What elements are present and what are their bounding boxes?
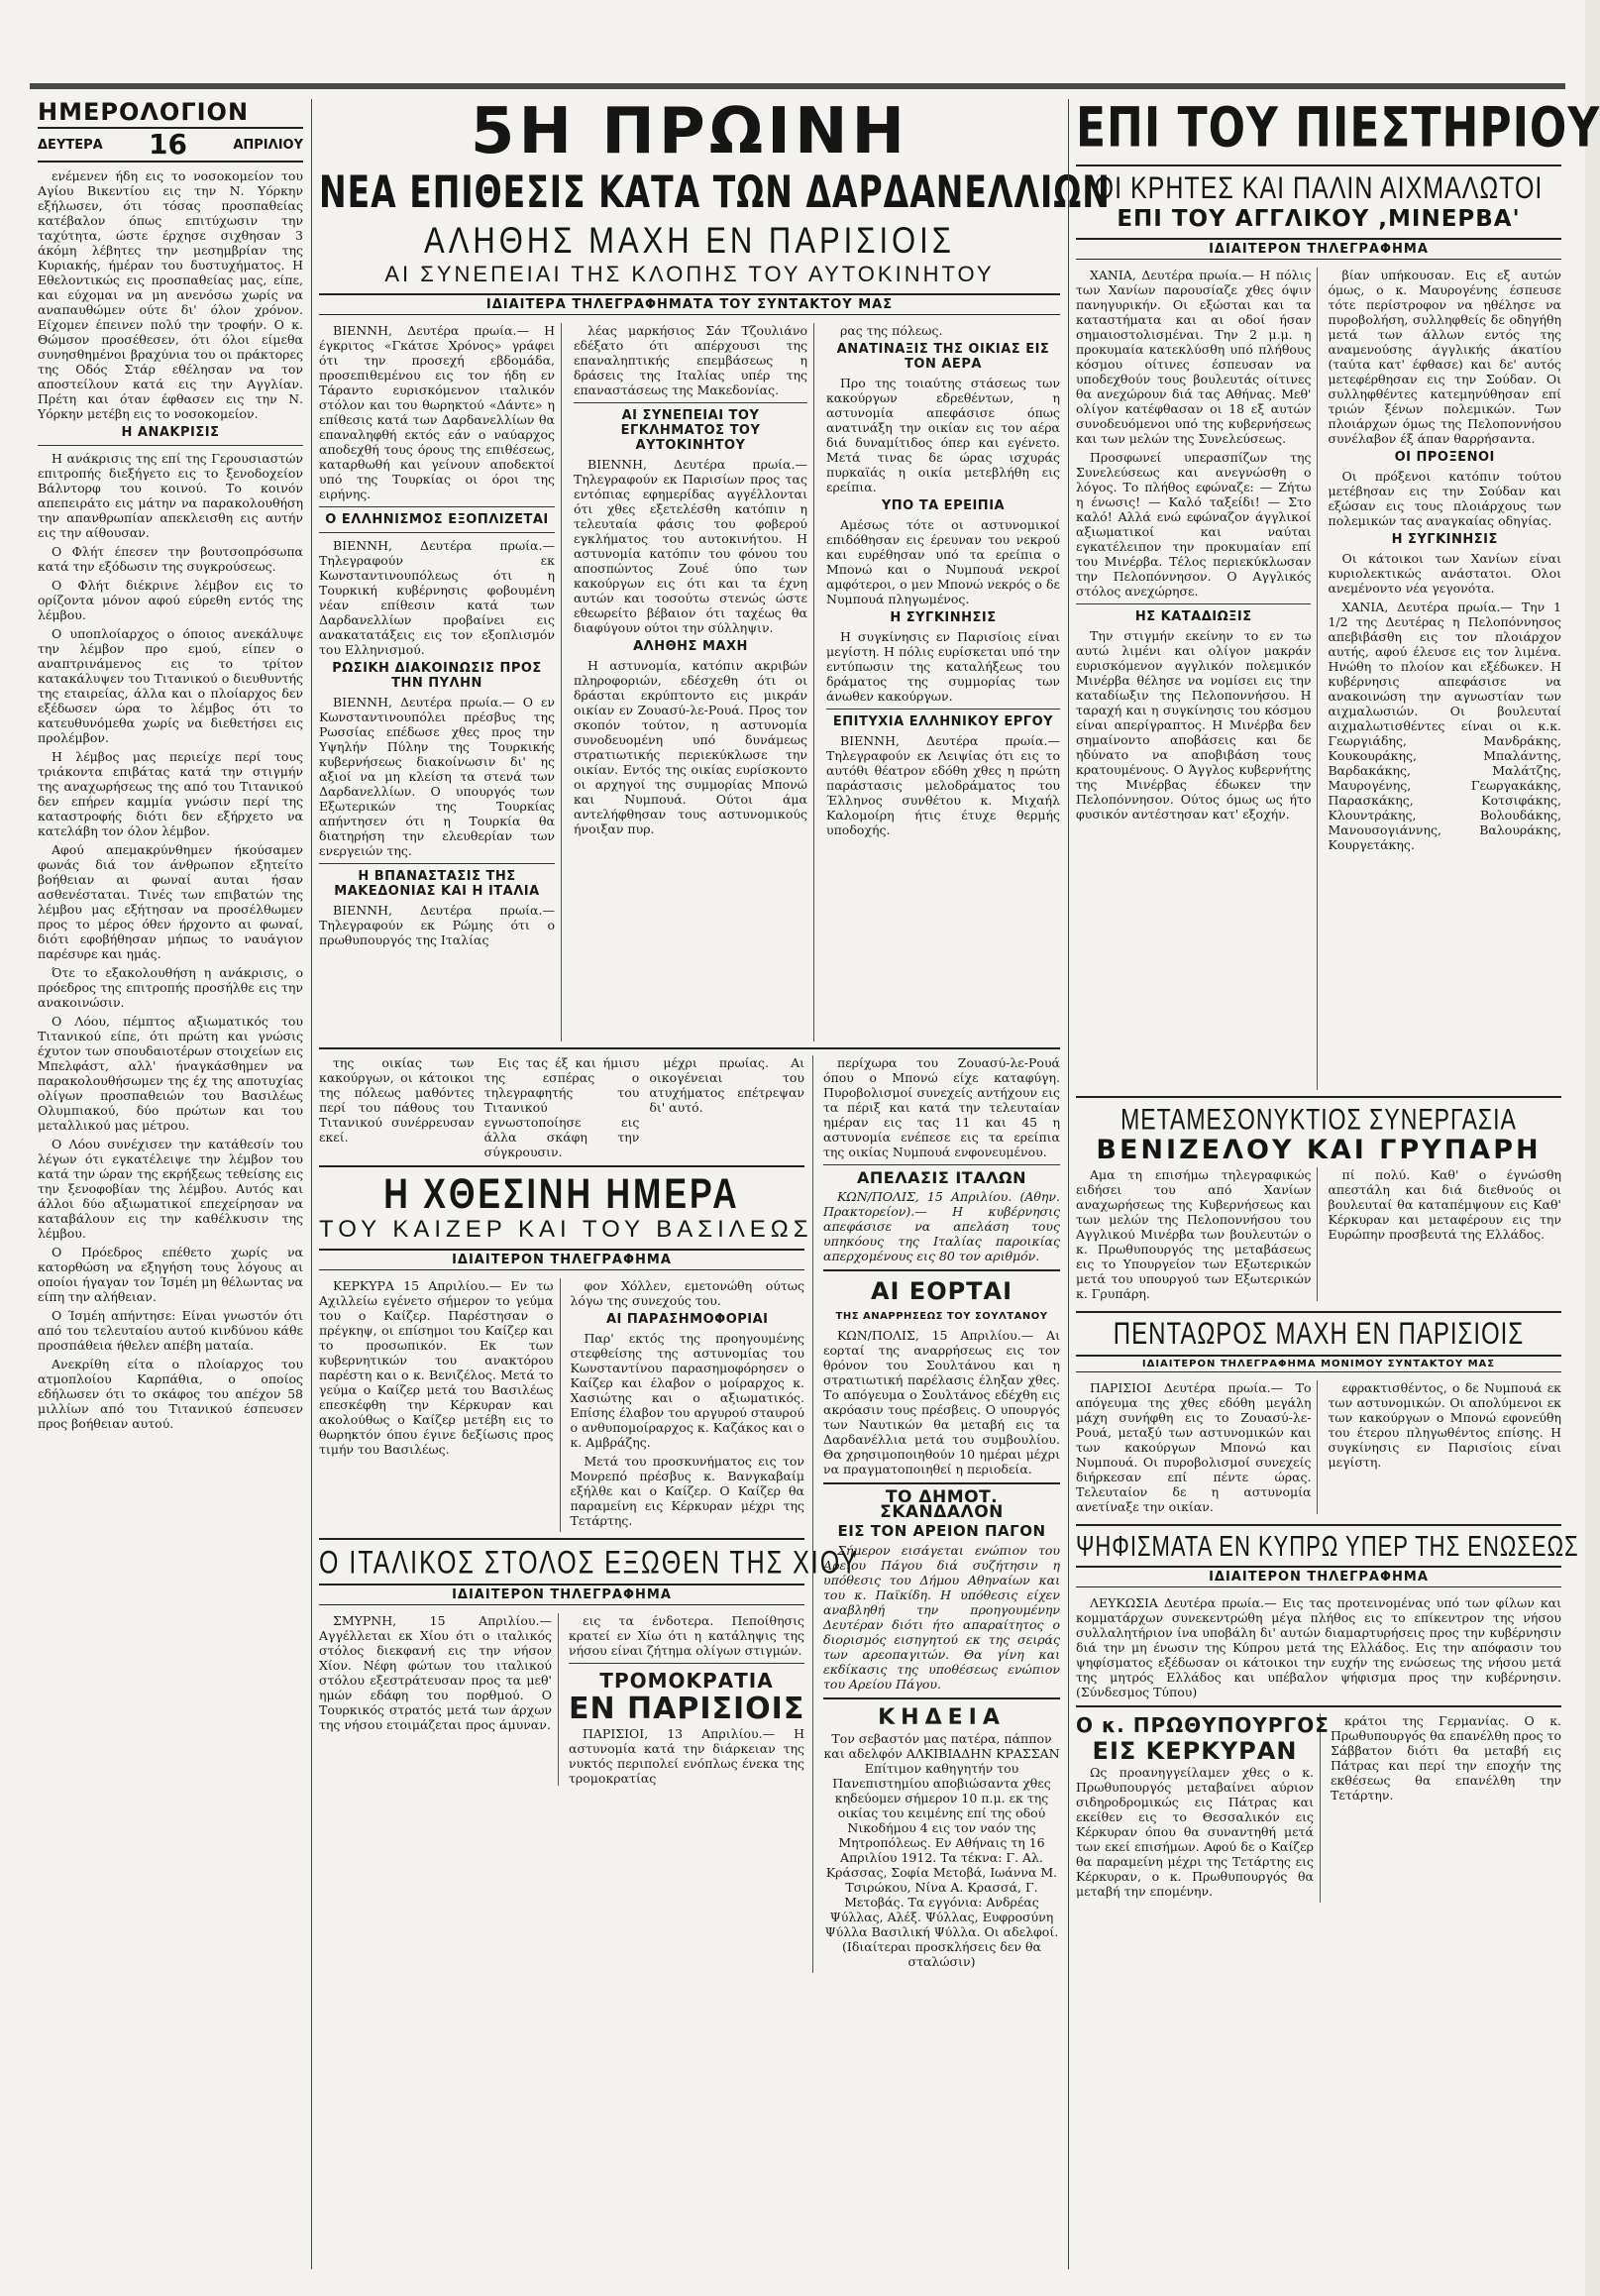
consuls-text: Οι πρόξενοι κατόπιν τούτου μετέβησαν εις την Σούδαν και εξώσαν εις τους πλοιάρχους των πολεμικών τας αναγκαίας οδηγίας.	[1328, 469, 1561, 528]
consuls-heading: ΟΙ ΠΡΟΞΕΝΟΙ	[1394, 450, 1495, 465]
pm-col-a	[1076, 1713, 1330, 1903]
right-area	[1076, 96, 1600, 1903]
telegram-label: ΙΔΙΑΙΤΕΡΟΝ ΤΗΛΕΓΡΑΦΗΜΑ	[1076, 238, 1561, 260]
divider	[319, 1047, 1060, 1049]
telegram-label: ΙΔΙΑΙΤΕΡΟΝ ΤΗΛΕΓΡΑΦΗΜΑ	[319, 1584, 804, 1605]
cont-2: Εις τας έξ και ήμισυ της εσπέρας ο τηλεγραφητής του Τιτανικού εγνωστοποίησε εις άλλα σκάφη την σύγκρουσιν.	[483, 1055, 640, 1159]
festivities-sub: ΤΗΣ ΑΝΑΡΡΗΣΕΩΣ ΤΟΥ ΣΟΥΛΤΑΝΟΥ	[835, 1311, 1048, 1322]
right-col-a	[1076, 268, 1318, 1090]
divider	[1076, 603, 1311, 604]
scandal-text: Σήμερον εισάγεται ενώπιον του Αρείου Πάγου διά συζήτησιν η υπόθεσις του Δήμου Αθηναίων και του κ. Παϊκίδη. Η υπόθεσις είχεν αναβληθή την προηγουμένην Δευτέραν διότι ήτο απαραίτητος ο διορισμός εισηγητού εκ της σειράς των αρεοπαγιτών. Θα γίνη και εκδίκασις της υποθέσεως ενώπιον του Αρείου Πάγου.	[823, 1543, 1060, 1692]
ital-two-col	[319, 1613, 804, 1790]
battle-text: ΠΑΡΙΣΙΟΙ Δευτέρα πρωία.— Το απόγευμα της χθες εδόθη μεγάλη μάχη συνήφθη εις το Ζουασύ-λε-Ρουά, μεταξύ των αστυνομικών και των κακούργων Μπονώ και Νυμπουά. Οι πυροβολισμοί συνεχείς διήρκεσαν επί πέντε ώρας. Τελευταίον δε η αστυνομία ανετίναξε την οικίαν.	[1076, 1380, 1318, 1514]
divider	[319, 1538, 804, 1540]
divider	[319, 532, 555, 533]
terror-text: ΠΑΡΙΣΙΟΙ, 13 Απριλίου.— Η αστυνομία κατά την διάρκειαν της νυκτός περιπολεί ενόπλως ένεκα της τρομοκρατίας	[569, 1726, 804, 1786]
festivities-text: ΚΩΝ/ΠΟΛΙΣ, 15 Απριλίου.— Αι εορταί της αναρρήσεως εις τον θρόνον του Σουλτάνου και η στρατιωτική παρέλασις έληξαν χθες. Το απόγευμα ο Σουλτάνος εδέχθη εις ακρόασιν τους πρέσβεις. Ο υπουργός των Ναυτικών θα μεταβή εις τα Δαρδανέλλια μετά του συμβουλίου. Θα χρησιμοποιηθούν 10 ημέραι μέχρι να πραγματοποιηθεί η περιοδεία.	[823, 1328, 1060, 1476]
emotion-heading: Η ΣΥΓΚΙΝΗΣΙΣ	[1391, 532, 1498, 547]
cyprus-text: ΛΕΥΚΩΣΙΑ Δευτέρα πρωία.— Εις τας προτεινομένας υπό των φίλων και κομματάρχων συνεκεντρώθη μέγα πλήθος εις το επίκεντρον της νήσου συλλαλητήριον ίνα υποβάλη δι' αυτών διαμαρτυρήσεις προς την κυβέρνησιν διά την μη ένωσιν της Κύπρου μετά της Ελλάδος. Εις την απόφασιν του ψηφίσματος εξέδωσαν οι κάτοικοι την ευχήν της ενώσεως της νήσου μετά της μητρός Ελλάδος και υπέβαλον ψήφισμα προς την κυβέρνησιν. (Σύνδεσμος Τύπου)	[1076, 1595, 1561, 1699]
lower-right-col	[823, 1055, 1060, 1973]
funeral-text: Τον σεβαστόν μας πατέρα, πάππον και αδελφόν ΑΛΚΙΒΙΑΔΗΝ ΚΡΑΣΣΑΝ Επίτιμον καθηγητήν του Πανεπιστημίου αποβιώσαντα χθες κηδεύομεν σήμερον 10 π.μ. εκ της οικίας του κειμένης επί της οδού Νικοδήμου 4 εις τον ναόν της Μητροπόλεως. Εν Αθήναις τη 16 Απριλίου 1912. Τα τέκνα: Γ. Αλ. Κράσσας, Σοφία Μετοβά, Ιωάννα Μ. Τσιρώκου, Νίνα Α. Κρασσά, Γ. Μετοβάς. Τα εγγόνια: Ανδρέας Ψύλλας, Αλέξ. Ψύλλας, Ευφροσύνη Ψύλλα Βασιλική Ψύλλα. Οι αδελφοί. (Ιδιαίτεραι προσκλήσεις δεν θα σταλώσιν)	[823, 1731, 1060, 1969]
date-day: ΔΕΥΤΕΡΑ	[38, 137, 103, 153]
date-number: 16	[149, 128, 187, 161]
divider	[574, 402, 807, 403]
press-banner: ΕΠΙ ΤΟΥ ΠΙΕΣΤΗΡΙΟΥ	[1076, 96, 1600, 161]
festivities-headline: ΑΙ ΕΟΡΤΑΙ	[870, 1277, 1013, 1305]
c1-text-c: ΒΙΕΝΝΗ, Δευτέρα πρωία.— Τηλεγραφούν εκ Ρώμης ότι ο πρωθυπουργός της Ιταλίας	[319, 903, 555, 947]
battle-two-col	[1076, 1380, 1561, 1518]
c3-mid-text: περίχωρα του Ζουασύ-λε-Ρουά όπου ο Μπονώ είχε καταφύγη. Πυροβολισμοί συνεχείς αντήχουν εις τα πέριξ και κατά την τελευταίαν ημέραν εις τας 11 και 45 η αστυνομία ενέπεσε εις τα ερείπια της οικίας Νυμπουά ενφονευμένου.	[823, 1055, 1060, 1159]
divider	[1076, 1524, 1561, 1526]
right-text-2: Προσφωνεί υπερασπίζων της Συνελεύσεως και ανεγνώσθη ο λόγος. Το πλήθος εφώναζε: — Ζήτω η ένωσις! — Καλό ταξείδι! — Στο καλό! Αλλά ενώ εφώναζον άγγλικοί αξιωματικοί και ναύται εγκατέλειπον την προκυμαίαν επί του Μινέρβα. Τέλος περιεκύκλωσαν την Πελοπόννησον. Ο Αγγλικός στόλος ανεχώρησε.	[1076, 450, 1312, 599]
divider	[1076, 1311, 1561, 1313]
ital-col-b	[569, 1613, 804, 1790]
persecution-text: Την στιγμήν εκείνην το εν τω αυτώ λιμένι και ολίγον μακράν ευρισκόμενον αγγλικόν πολεμικόν Μινέρβα θέλησε να νομίσει εις την καταδίωξιν της Πελοποννήσου. Η ταραχή και η συγκίνησις του κόσμου είναι απερίγραπτος. Η Μινέρβα δεν σημαίνοντο αποβάσεις και δε ηδύνατο να αποβιβάση τους κρατουμένους. Ο Άγγλος κυβερνήτης της Μινέρβας έδωκεν την Πελοπόννησον. Ούτος όμως ως ήτο φυσικόν αντέστησαν κατ' εξοχήν.	[1076, 628, 1312, 821]
c1-text-a: ΒΙΕΝΝΗ, Δευτέρα πρωία.— Τηλεγραφούν εκ Κωνσταντινουπόλεως ότι η Τουρκική κυβέρνησις φοβουμένη νέαν επίθεσιν κατά των Δαρδανελλίων προβαίνει εις ανακατατάξεις εις τον εξοπλισμόν του Ελληνισμού.	[319, 538, 555, 657]
sub-headline-1: ΑΛΗΘΗΣ ΜΑΧΗ ΕΝ ΠΑΡΙΣΙΟΙΣ	[424, 219, 955, 262]
cyprus-headline: ΨΗΦΙΣΜΑΤΑ ΕΝ ΚΥΠΡΩ ΥΠΕΡ ΤΗΣ ΕΝΩΣΕΩΣ	[1076, 1530, 1579, 1563]
left-para-10: Ο Λόου συνέχισεν την κατάθεσίν του λέγων ότι εγκατέλειψε την λέμβον του κατά την ώραν της εκρήξεως τεθείσης εις την ξενοφοβίαν της λέμβου. Αυτός και άλλοι δύο αξιωματικοί επεχείρησαν να καταβάλουν εις την καθέλκυσιν της λέμβου.	[38, 1137, 303, 1241]
ital-text: ΣΜΥΡΝΗ, 15 Απριλίου.— Αγγέλλεται εκ Χίου ότι ο ιταλικός στόλος διεκφανή εις την νήσον Χίον. Νέφη φώτων του ιταλικού στόλου εξεστράτευσαν προς τα μεθ' ημών εδάφη του πορθμού. Ο Τουρκικός στρατός μετά των άρχων της νήσου ετοιμάζεται προς άμυναν.	[319, 1613, 559, 1786]
telegram-label: ΙΔΙΑΙΤΕΡΟΝ ΤΗΛΕΓΡΑΦΗΜΑ ΜΟΝΙΜΟΥ ΣΥΝΤΑΚΤΟΥ ΜΑΣ	[1076, 1355, 1561, 1372]
divider	[319, 863, 555, 864]
divider	[823, 1482, 1060, 1484]
battle-text-2: εφρακτισθέντος, ο δε Νυμπουά εκ των αστυνομικών. Οι απολύμενοι εκ των κακούργων ο Μπονώ εφονεύθη του έτερου πληγωθέντος επίσης. Η συγκίνησις εν Παρισίοις είναι μεγίστη.	[1328, 1380, 1561, 1470]
pm-text: κράτοι της Γερμανίας. Ο κ. Πρωθυπουργός θα επανέλθη προς το Σάββατον διότι θα μεταβή εις Πάτρας και περί την εποχήν της εκθέσεως θα επανέλθη την Τετάρτην.	[1331, 1713, 1561, 1803]
divider	[823, 1164, 1060, 1165]
day-col-a	[319, 1278, 561, 1532]
divider	[1076, 1096, 1561, 1098]
column-rule-2	[1068, 99, 1069, 2269]
left-para-12: Ο Ίσμέη απήντησε: Είναι γνωστόν ότι από του τελευταίου αυτού κινδύνου κάθε προσπάθεια ήθελεν απέβη ματαία.	[38, 1308, 303, 1353]
c3-text-b: Αμέσως τότε οι αστυνομικοί επιδόθησαν εις έρευναν του νεκρού και ευρέθησαν υπό τα ερείπια ο Μπονώ και ο Νυμπουά νεκροί αμφότεροι, ο μεν Μπονώ νεκρός ο δε Νυμπουά πληγωμένος.	[825, 517, 1060, 606]
c3-heading-d: ΕΠΙΤΥΧΙΑ ΕΛΛΗΝΙΚΟΥ ΕΡΓΟΥ	[832, 714, 1054, 729]
edition-headline: 5Η ΠΡΩΙΝΗ	[470, 95, 909, 168]
left-para-7: Αφού απεμακρύνθημεν ήκούσαμεν φωνάς διά τον άνθρωπον εξητείτο βοήθειαν αι φωναί αυται ήσαν ασθενέσταται. Τινές των επιβατών της λέμβου μας εξήτησαν να προσέλθωμεν προς το μέρος όθεν ήρχοντο αι φωναί, διότι εφοβήθησαν μήπως το ναυάγιον παρέσυρε και ημάς.	[38, 842, 303, 961]
scandal-sub: ΕΙΣ ΤΟΝ ΑΡΕΙΟΝ ΠΑΓΟΝ	[837, 1522, 1046, 1540]
lower-center	[319, 1055, 1060, 1973]
left-para-8: Ότε το εξακολουθήση η ανάκρισις, ο πρόεδρος της επιτροπής προσήλθε εις την ανακοινώσιν.	[38, 965, 303, 1010]
cyprus-text-block	[1076, 1595, 1561, 1699]
divider	[319, 1165, 804, 1167]
day-text-1: ΚΕΡΚΥΡΑ 15 Απριλίου.— Εν τω Αχιλλείω εγένετο σήμερον το γεύμα του ο Καίζερ. Παρέστησαν ο πρέγκηψ, οι επίσημοι του Καίζερ και το προσωπικόν. Εκ των κυβερνητικών του ανακτόρου παρέστη και ο κ. Βενιζέλος. Μετά το γεύμα ο Καίζερ μετά του Βασιλέως επεσκέφθη την Κέρκυραν και ακολούθως ο Καίζερ μετέβη εις το θωρηκτόν όπου έγινε δεξίωσις προς τιμήν του Βασιλέως.	[319, 1278, 554, 1457]
ital-text-2: εις τα ένδοτερα. Πεποίθησις κρατεί εν Χίω ότι η κατάληψις της νήσου είναι ζήτημα ολίγων στιγμών.	[569, 1613, 804, 1658]
divider	[569, 1663, 804, 1664]
pm-headline-2: ΕΙΣ ΚΕΡΚΥΡΑΝ	[1092, 1737, 1298, 1765]
right-text-4: πί πολύ. Καθ' ο έγνώσθη απεστάλη και διά διεθνούς οι βουλευταί θα καταπέμψουν εις Καθ' Κέρκυραν και μεταφέρουν εις την Ευρώπην προσβευτά της Ελλάδος.	[1328, 1167, 1561, 1242]
c2-text-a: ΒΙΕΝΝΗ, Δευτέρα πρωία.— Τηλεγραφούν εκ Παρισίων προς τας εντόπιας εφημερίδας αγγέλλονται ότι χθες εξετελέσθη κατόπιν η τελευταία φάσις του φοβερού εγκλήματος του αυτοκινήτου. Η αστυνομία κατόπιν του φόνου του αποσπώντος Ζουέ ύπο των κακούργων εις ότι και τα έχνη αυτών και τοσούτω στενώς ώστε εθεωρείτο βέβαιον ότι ταχέως θα διαφύγουν ούτοι την σύλληψιν.	[573, 457, 807, 635]
c3-text: ρας της πόλεως.	[839, 323, 943, 338]
c1-heading-b: ΡΩΣΙΚΗ ΔΙΑΚΟΙΝΩΣΙΣ ΠΡΟΣ ΤΗΝ ΠΥΛΗΝ	[332, 661, 542, 691]
heading-anakrisis: Η ΑΝΑΚΡΙΣΙΣ	[121, 425, 220, 440]
funeral-headline: ΚΗΔΕΙΑ	[878, 1705, 1006, 1730]
pm-two-col	[1076, 1713, 1561, 1903]
left-para-3: Ο Φλήτ έπεσεν την βουτσοπρόσωπα κατά την εξόδωσιν της συγκρούσεως.	[38, 544, 303, 574]
c2-text: λέας μαρκήσιος Σάν Τζουλιάνο εδέξατο ότι απέρχουσι της επαναληπτικής επεμβάσεως η δράσεις της Ιταλίας υπέρ της επαναστάσεως της Μακεδονίας.	[573, 323, 807, 397]
left-para-5: Ο υποπλοίαρχος ο όποιος ανεκάλυψε την λέμβον προ εμού, είπεν ο αναπτρινάμενος εις το τρίτον κατακάλυψεν του Τιτανικού ο διευθυντής της εταιρείας, άλλα και ο πλοίαρχος δεν εξέδωσεν ώρα το λέμβος ότι το κατευθυνόμεθα χωρίς να διεθετήσει εις προλέμβον.	[38, 626, 303, 745]
center-col-1	[319, 323, 562, 1041]
section-title: ΗΜΕΡΟΛΟΓΙΟΝ	[38, 98, 250, 126]
right-text-5: ΧΑΝΙΑ, Δευτέρα πρωία.— Την 1 1/2 της Δευτέρας η Πελοπόννησος απεβιβάσθη εις τον πλοιάρχον αυτής, αφού έλευσε εις τον λιμένα. Ηνώθη το πλοίον και εξέδωκεν. Η κυβέρνησις απεφάσισε να ανακοινώση την αγνωστίαν των αιχμαλωσιών. Οι βουλευταί αιχμαλωτισθέντες είναι οι κ.κ. Γεωργιάδης, Μανδράκης, Κουκουράκης, Μπαλάντης, Βαρδακάκης, Μαλάτζης, Μαυρογένης, Γεωργακάκης, Παρασκάκης, Κοτσιφάκης, Κλουντράκης, Βολουδάκης, Μανουσογιάννης, Βαλουράκης, Κουργετάκης.	[1328, 600, 1561, 852]
center-col-3	[826, 323, 1060, 1041]
c2-heading-a: ΑΙ ΣΥΝΕΠΕΙΑΙ ΤΟΥ ΕΓΚΛΗΜΑΤΟΣ ΤΟΥ ΑΥΤΟΚΙΝΗΤΟΥ	[620, 408, 761, 453]
day-headline: Η ΧΘΕΣΙΝΗ ΗΜΕΡΑ	[383, 1170, 740, 1218]
terror-headline-2: ΕΝ ΠΑΡΙΣΙΟΙΣ	[569, 1692, 805, 1726]
left-para-11: Ο Πρόεδρος επέθετο χωρίς να κατορθώση να εξηγήση τους λόγους αι οποίοι ήγαγαν τον Ίσμέη μη θέλωντας να είπη την αλήθειαν.	[38, 1245, 303, 1304]
italian-fleet-headline: Ο ΙΤΑΛΙΚΟΣ ΣΤΟΛΟΣ ΕΞΩΘΕΝ ΤΗΣ ΧΙΟΥ	[319, 1544, 860, 1582]
cooperation-headline-1: ΜΕΤΑΜΕΣΟΝΥΚΤΙΟΣ ΣΥΝΕΡΓΑΣΙΑ	[1120, 1102, 1517, 1136]
c3-text-c: Η συγκίνησις εν Παρισίοις είναι μεγίστη. Η πόλις ευρίσκεται υπό την εντύπωσιν της καταλήξεως του δράματος της συμμορίας των άνωθεν κακούργων.	[825, 629, 1060, 704]
right-two-col	[1076, 268, 1561, 1090]
day-text-4: Μετά του προσκυνήματος εις τον Μονρεπό πρέσβυς κ. Βανγκαβαίμ εξήλθε και ο Καίζερ. Ο Καίζερ θα παραμείνη εις Κέρκυραν μέχρι της Τετάρτης.	[570, 1454, 804, 1528]
sub-headline-2: ΑΙ ΣΥΝΕΠΕΙΑΙ ΤΗΣ ΚΛΟΠΗΣ ΤΟΥ ΑΥΤΟΚΙΝΗΤΟΥ	[384, 262, 995, 286]
day-two-col	[319, 1278, 804, 1532]
left-para-2: Η ανάκρισις της επί της Γερουσιαστών επιτροπής διεξήγετο εις το ξενοδοχείον Βάλντορφ του κοινού. Το κοινόν απεπειράτο εις μάτην να παρακολουθήση την απανθρωπίαν απεκλεισθη εις αυτήν εις την αίθουσαν.	[38, 451, 303, 540]
c1-text: ΒΙΕΝΝΗ, Δευτέρα πρωία.— Η έγκριτος «Γκάτσε Χρόνος» γράφει ότι την προσεχή εβδομάδα, προσεπιθεμένου εις τον ήδη εν Τάραντο ευρισκόμενον ιταλικόν στόλον και του θωρηκτού «Δάντε» η επίθεσις κατά των Δαρδανελλίων θα επαναληφθή εκτός εάν ο ναύαρχος αποδεχθή τους όρους της επιθέσεως, καταρθωθή και γείνουν αποδεκτοί υπό της Τουρκίας οι όροι της ειρήνης.	[319, 323, 555, 501]
divider	[826, 709, 1060, 710]
pm-headline: Ο κ. ΠΡΩΘΥΠΟΥΡΓΟΣ	[1076, 1713, 1330, 1737]
expulsion-text: ΚΩΝ/ΠΟΛΙΣ, 15 Απριλίου. (Αθην. Πρακτορείον).— Η κυβέρνησις απεφάσισε να απελάση τους υπηκόους της Ιταλίας παροικίας απερχομένους εις 80 τον αριθμόν.	[823, 1189, 1060, 1263]
telegram-label: ΙΔΙΑΙΤΕΡΑ ΤΗΛΕΓΡΑΦΗΜΑΤΑ ΤΟΥ ΣΥΝΤΑΚΤΟΥ ΜΑΣ	[319, 293, 1060, 315]
battle-headline: ΠΕΝΤΑΩΡΟΣ ΜΑΧΗ ΕΝ ΠΑΡΙΣΙΟΙΣ	[1113, 1316, 1525, 1352]
lower-left-block	[319, 1055, 860, 1973]
terror-headline: ΤΡΟΜΟΚΡΑΤΙΑ	[599, 1669, 774, 1693]
c2-text-b: Η αστυνομία, κατόπιν ακριβών πληροφοριών, εδέσχεθη ότι οι δράσται εκρύπτοντο εις μικράν οικίαν εν Ζουασύ-λε-Ρουά. Προς τον σκοπόν τούτον, η αστυνομία συνοδευομένη υπό δυνάμεως στρατιωτικής περιεκύκλωσε την οικίαν. Εντός της οικίας ευρίσκοντο οι αρχηγοί της συμμορίας Μπονώ και Νυμπουά. Ούτοι άμα αντελήφθησαν τους αστυνομικούς ήνοιξαν πυρ.	[573, 658, 807, 836]
c3-heading-b: ΥΠΟ ΤΑ ΕΡΕΙΠΙΑ	[881, 498, 1006, 513]
day-heading-a: ΑΙ ΠΑΡΑΣΗΜΟΦΟΡΙΑΙ	[605, 1312, 769, 1327]
date-line	[38, 127, 303, 163]
c3-heading-c: Η ΣΥΓΚΙΝΗΣΙΣ	[890, 610, 997, 625]
persecution-heading: ΗΣ ΚΑΤΑΔΙΩΞΙΣ	[1134, 609, 1252, 624]
lower-cont-row	[319, 1055, 804, 1159]
expulsion-heading: ΑΠΕΛΑΣΙΣ ΙΤΑΛΩΝ	[857, 1168, 1026, 1187]
left-para-1: ενέμενεν ήδη εις το νοσοκομείον του Αγίου Βικεντίου εις την Ν. Υόρκην εξήλωσεν, ότι τόσας προσπαθείας κατέβαλον όπως επιτύχωσιν την ταχύτητα, ώστε έρχησε σιχθησαν 3 άκόμη λέβητες την μεσημβρίαν της Κυριακής, ήμέραν του δυστυχήματος. Η Εθελοντικώς εις προσπαθείας μας, είπε, και εύχομαι να μη ανενόσω χωρίς να αναπαυθώμεν ούτε δι' όλον χρόνον. Είχομεν έπεινεν πολύ την τροφήν. Ο κ. Θώμσον προσέθεσεν, ότι όλοι είμεθα συνησθημένοι βραχύνια του οι πράκτορες της Οδός Στάρ εθέλησαν να τον αποστείλουν κατά εις την Αγγλίαν. Πρέτη και όταν έφθασεν εις την Ν. Υόρκην μετέβη εις το νοσοκομείον.	[38, 168, 303, 421]
date-month: ΑΠΡΙΛΙΟΥ	[233, 137, 303, 153]
c1-heading-c: Η ΒΠΑΝΑΣΤΑΣΙΣ ΤΗΣ ΜΑΚΕΔΟΝΙΑΣ ΚΑΙ Η ΙΤΑΛΙΑ	[334, 869, 540, 899]
left-column	[38, 99, 303, 1435]
cooperation-two-col	[1076, 1167, 1561, 1305]
left-para-4: Ο Φλήτ διέκρινε λέμβον εις το ορίζοντα μόνον αφού εύρεθη εντός της λέμβου.	[38, 578, 303, 622]
right-col-b	[1328, 268, 1561, 1090]
center-area	[319, 95, 1111, 1973]
divider	[823, 1697, 1060, 1699]
center-three-cols	[319, 323, 1060, 1041]
main-headline: ΝΕΑ ΕΠΙΘΕΣΙΣ ΚΑΤΑ ΤΩΝ ΔΑΡΔΑΝΕΛΛΙΩΝ	[319, 165, 1111, 218]
minerva-headline: ΕΠΙ ΤΟΥ ΑΓΓΛΙΚΟΥ ,ΜΙΝΕΡΒΑ'	[1117, 206, 1521, 232]
right-text-1: ΧΑΝΙΑ, Δευτέρα πρωία.— Η πόλις των Χανίων παρουσίαζε χθες όψιν πανηγυρικήν. Οι εξώσται και τα καταστήματα και αι οδοί ήσαν σημαιοστολισμέναι. Την 2 μ.μ. η προκυμαία κατεκλύσθη υπό πλήθους κόσμου οίτινες έσπευσαν να υποδεχθούν τους βουλευτάς οίτινες θα ανεχώρουν διά τας Αθήνας. Μεθ' ολίγον κατέφθασαν οι 18 εξ αυτών συνοδευόμενοι υπό της κυβερνήσεως και των μελών της Συνελεύσεως.	[1076, 268, 1312, 446]
day-col-b	[571, 1278, 805, 1532]
cretans-headline: ΟΙ ΚΡΗΤΕΣ ΚΑΙ ΠΑΛΙΝ ΑΙΧΜΑΛΩΤΟΙ	[1094, 170, 1544, 206]
scandal-headline: ΤΟ ΔΗΜΟΤ. ΣΚΑΝΔΑΛΟΝ	[880, 1487, 1004, 1522]
day-subheadline: ΤΟΥ ΚΑΙΖΕΡ ΚΑΙ ΤΟΥ ΒΑΣΙΛΕΩΣ	[319, 1216, 813, 1243]
c1-heading-a: Ο ΕΛΛΗΝΙΣΜΟΣ ΕΞΟΠΛΙΖΕΤΑΙ	[325, 512, 549, 527]
c3-text-a: Προ της τοιαύτης στάσεως των κακούργων εδρεθέντων, η αστυνομία απεφάσισε όπως ανατινάξη την οικίαν εις τον αέρα διά δυναμίτιδος όπερ και εγένετο. Μετά τινας δε ώρας ισχυράς πυρκαϊάς η οικία μετεβλήθη εις ερείπια.	[825, 376, 1060, 494]
cont-3: μέχρι πρωίας. Αι οικογένειαι του ατυχήματος επέτρεψαν δι' αυτό.	[649, 1055, 805, 1115]
left-para-9: Ο Λόου, πέμπτος αξιωματικός του Τιτανικού είπε, ότι πρώτη και γνώσις έχυτον των σπουδαιοτέρων στοιχείων εις Μπελφάστ, αλλ' ήναγκάσθημεν να παρακολουθήσωμεν της έχ της αποτυχίας ολίγων προσπαθειών του Βασιλέως Ολυμπιακού, δύο πρώτων και του μεταλλικού μας μέτρου.	[38, 1014, 303, 1133]
c3-text-d: ΒΙΕΝΝΗ, Δευτέρα πρωία.— Τηλεγραφούν εκ Λειψίας ότι εις το αυτόθι θέατρον εδόθη χθες η πρώτη παράστασις μελοδράματος του Έλληνος συνθέτου κ. Μιχαήλ Καλομοίρη ήτις έτυχε θερμής υποδοχής.	[825, 733, 1060, 837]
left-para-6: Η λέμβος μας περιείχε περί τους τριάκοντα επιβάτας κατά την στιγμήν της αναχωρήσεως της από του Τιτανικού δεν επήρεν καμμία γνώσιν περί της καταστροφής διότι δεν εξήρχετο να κατελάβη τον όλον λέμβον.	[38, 749, 303, 838]
day-text-3: Παρ' εκτός της προηγουμένης στεφθείσης της αστυνομίας του Κωνσταντίνου παρασημοφόρησεν ο Καίζερ και έλαβον ο μοίραρχος κ. Χασιώτης και ο αξιωματικός. Επίσης έλαβον του αργυρού σταυρού ο ανθυπομοίραρχος κ. Καζάκος και ο κ. Αμβράζης.	[570, 1331, 804, 1450]
emotion-text: Οι κάτοικοι των Χανίων είναι κυριολεκτικώς ανάστατοι. Ολοι ανεμένοντο νέα γεγονότα.	[1328, 551, 1561, 596]
right-text-3: βίαν υπήκουσαν. Εις εξ αυτών όμως, ο κ. Μαυρογένης έσπευσε τότε περίστροφον να ηθέλησε να πυροβολήση, συλληφθείς δε οδηγήθη μετά των άλλων εντός της αναμενούσης άγγλικής άκατίου (ταύτα κατ' έφθασε) και δε' αυτός μετεφέρθησαν εις την Σούδαν. Οι συλληφθέντες κατεμηνύθησαν επί τριών ξένων πολεμικών. Των πλοιάρχων όμως της Πελοποννήσου συνέλαβον έξ άπαν θαρρήσαντα.	[1328, 268, 1561, 446]
cont-1: της οικίας των κακούργων, οι κάτοικοι της πόλεως μαθόντες περί του πάθους του Τιτανικού συνέρρευσαν εκεί.	[319, 1055, 475, 1145]
cooperation-headline-2: ΒΕΝΙΖΕΛΟΥ ΚΑΙ ΓΡΥΠΑΡΗ	[1096, 1135, 1542, 1165]
c1-text-b: ΒΙΕΝΝΗ, Δευτέρα πρωία.— Ο εν Κωνσταντινουπόλει πρέσβυς της Ρωσσίας επέδωσε χθες προς την Υψηλήν Πύλην της Τουρκικής κυβερνήσεως διακοίνωσιν δι' ης αξιοί να μη κλείση τα στενά των Δαρδανελλίων. Ο υπουργός των Εξωτερικών της Τουρκίας απήντησεν ότι η Τουρκία θα διατηρήση την ελευθερίαν των ενεργειών της.	[319, 695, 555, 858]
left-para-13: Ανεκρίθη είτα ο πλοίαρχος του ατμοπλοίου Καρπάθια, ο οποίος εδήλωσεν ότι το σκάφος του απέχον 58 μιλλίων από του Τιτανικού έσπευσεν προς βοήθειαν αυτού.	[38, 1357, 303, 1431]
pm-text-2: Ως προανηγγείλαμεν χθες ο κ. Πρωθυπουργός μεταβαίνει αύριον σιδηροδρομικώς εις Πάτρας και εκείθεν εις το Θεσσαλικόν εις Κέρκυραν όπου θα συναντηθή μετά των εκεί επισήμων. Αφού δε ο Καίζερ θα παραμείνη μέχρι της Τετάρτης εις Κέρκυραν, ο κ. Πρωθυπουργός θα μεταβή την επομένην.	[1076, 1765, 1314, 1899]
divider	[319, 506, 555, 507]
telegram-label: ΙΔΙΑΙΤΕΡΟΝ ΤΗΛΕΓΡΑΦΗΜΑ	[319, 1249, 804, 1270]
left-article	[38, 168, 303, 1431]
telegram-label: ΙΔΙΑΙΤΕΡΟΝ ΤΗΛΕΓΡΑΦΗΜΑ	[1076, 1566, 1561, 1587]
cooperation-text: Αμα τη επισήμω τηλεγραφικώς ειδήσει του από Χανίων αναχωρήσεως της Κυβερνήσεως και των μελών της Πελοποννήσου του Αγγλικού Μινέρβα των βουλευτών ο κ. Πρωθυπουργός της μεταβάσεως εις το Υπουργείον των Εξωτερικών μετά του υπουργού των Εξωτερικών κ. Γρυπάρη.	[1076, 1167, 1318, 1301]
day-text-2: φον Χόλλεν, εμετονώθη ούτως λόγω της συνεχούς του.	[570, 1278, 804, 1308]
column-rule-1	[311, 99, 312, 2269]
center-col-2	[574, 323, 814, 1041]
c3-heading-a: ΑΝΑΤΙΝΑΞΙΣ ΤΗΣ ΟΙΚΙΑΣ ΕΙΣ ΤΟΝ ΑΕΡΑ	[836, 342, 1050, 372]
c2-heading-b: ΑΛΗΘΗΣ ΜΑΧΗ	[633, 639, 748, 654]
divider	[1076, 1705, 1561, 1707]
divider	[823, 1269, 1060, 1271]
divider	[38, 445, 303, 446]
scan-top-band	[30, 83, 1565, 89]
